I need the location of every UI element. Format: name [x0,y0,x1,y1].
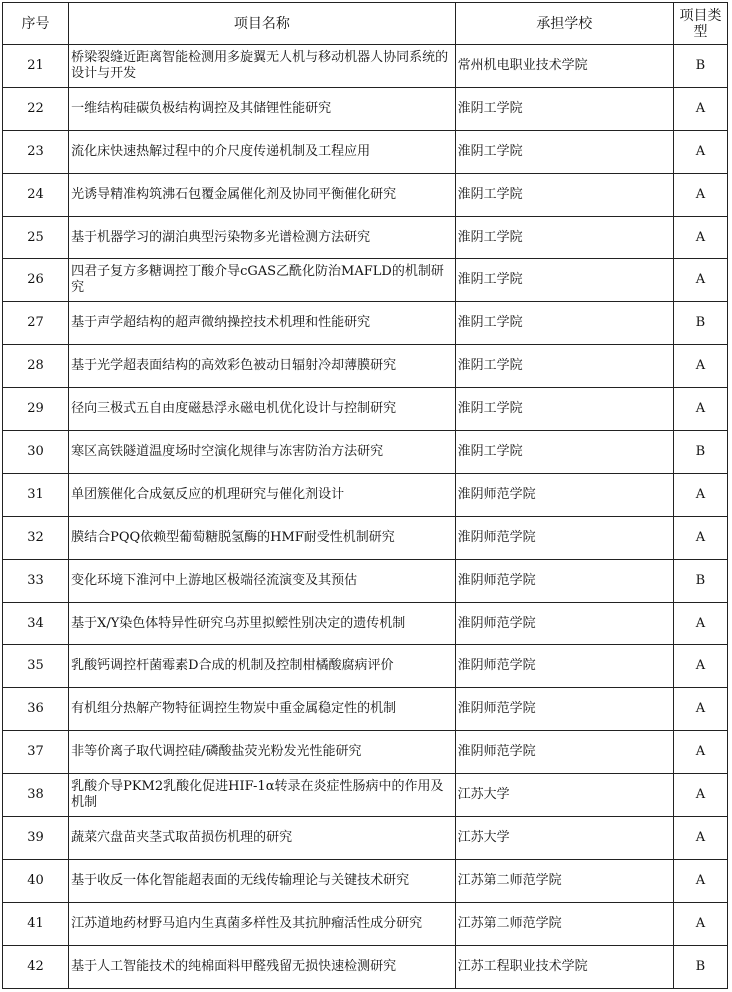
table-row [3,602,728,645]
header-row [3,3,728,45]
table-row [3,259,728,302]
header-no: 序号 [3,3,69,45]
table-row [3,817,728,860]
project-name: 基于机器学习的湖泊典型污染物多光谱检测方法研究 [69,216,456,259]
row-number: 23 [3,130,69,173]
table-row [3,216,728,259]
school-name: 江苏大学 [455,774,673,817]
project-type: A [673,688,727,731]
project-type: A [673,902,727,945]
project-name: 径向三极式五自由度磁悬浮永磁电机优化设计与控制研究 [69,388,456,431]
project-name: 膜结合PQQ依赖型葡萄糖脱氢酶的HMF耐受性机制研究 [69,516,456,559]
project-name: 蔬菜穴盘苗夹茎式取苗损伤机理的研究 [69,817,456,860]
table-row [3,473,728,516]
project-type: A [673,817,727,860]
school-name: 江苏工程职业技术学院 [455,945,673,988]
project-type: B [673,45,727,88]
school-name: 淮阴工学院 [455,173,673,216]
project-name: 基于人工智能技术的纯棉面料甲醛残留无损快速检测研究 [69,945,456,988]
school-name: 淮阴师范学院 [455,559,673,602]
row-number: 39 [3,817,69,860]
row-number: 26 [3,259,69,302]
project-type: A [673,859,727,902]
school-name: 淮阴师范学院 [455,516,673,559]
project-name: 基于收反一体化智能超表面的无线传输理论与关键技术研究 [69,859,456,902]
project-table [2,2,728,989]
row-number: 37 [3,731,69,774]
project-type: A [673,173,727,216]
school-name: 淮阴工学院 [455,431,673,474]
school-name: 淮阴师范学院 [455,645,673,688]
row-number: 22 [3,87,69,130]
school-name: 江苏大学 [455,817,673,860]
table-row [3,302,728,345]
table-row [3,388,728,431]
table-row [3,902,728,945]
row-number: 30 [3,431,69,474]
row-number: 32 [3,516,69,559]
school-name: 江苏第二师范学院 [455,859,673,902]
row-number: 24 [3,173,69,216]
table-row [3,945,728,988]
header-type: 项目类型 [673,3,727,45]
project-name: 一维结构硅碳负极结构调控及其储锂性能研究 [69,87,456,130]
table-row [3,431,728,474]
project-name: 寒区高铁隧道温度场时空演化规律与冻害防治方法研究 [69,431,456,474]
school-name: 淮阴师范学院 [455,731,673,774]
table-row [3,559,728,602]
table-row [3,774,728,817]
table-row [3,859,728,902]
project-type: B [673,559,727,602]
project-type: A [673,473,727,516]
table-row [3,516,728,559]
row-number: 33 [3,559,69,602]
project-type: A [673,731,727,774]
table-row [3,345,728,388]
project-name: 有机组分热解产物特征调控生物炭中重金属稳定性的机制 [69,688,456,731]
header-name: 项目名称 [69,3,456,45]
school-name: 淮阴工学院 [455,259,673,302]
row-number: 41 [3,902,69,945]
school-name: 淮阴工学院 [455,87,673,130]
school-name: 淮阴工学院 [455,216,673,259]
table-row [3,645,728,688]
row-number: 28 [3,345,69,388]
project-type: A [673,130,727,173]
table-row [3,45,728,88]
row-number: 29 [3,388,69,431]
row-number: 38 [3,774,69,817]
school-name: 淮阴师范学院 [455,602,673,645]
project-type: A [673,774,727,817]
project-type: A [673,388,727,431]
project-name: 流化床快速热解过程中的介尺度传递机制及工程应用 [69,130,456,173]
table-row [3,173,728,216]
table-row [3,87,728,130]
row-number: 34 [3,602,69,645]
school-name: 淮阴工学院 [455,345,673,388]
project-name: 基于光学超表面结构的高效彩色被动日辐射冷却薄膜研究 [69,345,456,388]
project-type: B [673,945,727,988]
project-name: 变化环境下淮河中上游地区极端径流演变及其预估 [69,559,456,602]
project-type: A [673,87,727,130]
row-number: 31 [3,473,69,516]
table-row [3,688,728,731]
project-name: 桥梁裂缝近距离智能检测用多旋翼无人机与移动机器人协同系统的设计与开发 [69,45,456,88]
project-type: A [673,645,727,688]
row-number: 36 [3,688,69,731]
project-name: 四君子复方多糖调控丁酸介导cGAS乙酰化防治MAFLD的机制研究 [69,259,456,302]
row-number: 40 [3,859,69,902]
project-name: 乳酸介导PKM2乳酸化促进HIF-1α转录在炎症性肠病中的作用及机制 [69,774,456,817]
row-number: 21 [3,45,69,88]
project-name: 单团簇催化合成氨反应的机理研究与催化剂设计 [69,473,456,516]
project-type: B [673,302,727,345]
header-school: 承担学校 [455,3,673,45]
project-type: A [673,259,727,302]
school-name: 淮阴工学院 [455,130,673,173]
school-name: 淮阴师范学院 [455,688,673,731]
table-row [3,731,728,774]
project-name: 乳酸钙调控杆菌霉素D合成的机制及控制柑橘酸腐病评价 [69,645,456,688]
project-name: 光诱导精准构筑沸石包覆金属催化剂及协同平衡催化研究 [69,173,456,216]
school-name: 淮阴工学院 [455,388,673,431]
row-number: 27 [3,302,69,345]
project-type: A [673,345,727,388]
project-name: 基于X/Y染色体特异性研究乌苏里拟鲿性别决定的遗传机制 [69,602,456,645]
row-number: 42 [3,945,69,988]
school-name: 常州机电职业技术学院 [455,45,673,88]
school-name: 淮阴师范学院 [455,473,673,516]
project-type: A [673,216,727,259]
row-number: 35 [3,645,69,688]
table-row [3,130,728,173]
project-type: B [673,431,727,474]
row-number: 25 [3,216,69,259]
project-name: 非等价离子取代调控硅/磷酸盐荧光粉发光性能研究 [69,731,456,774]
project-type: A [673,602,727,645]
project-name: 江苏道地药材野马追内生真菌多样性及其抗肿瘤活性成分研究 [69,902,456,945]
project-type: A [673,516,727,559]
school-name: 江苏第二师范学院 [455,902,673,945]
school-name: 淮阴工学院 [455,302,673,345]
project-name: 基于声学超结构的超声微纳操控技术机理和性能研究 [69,302,456,345]
